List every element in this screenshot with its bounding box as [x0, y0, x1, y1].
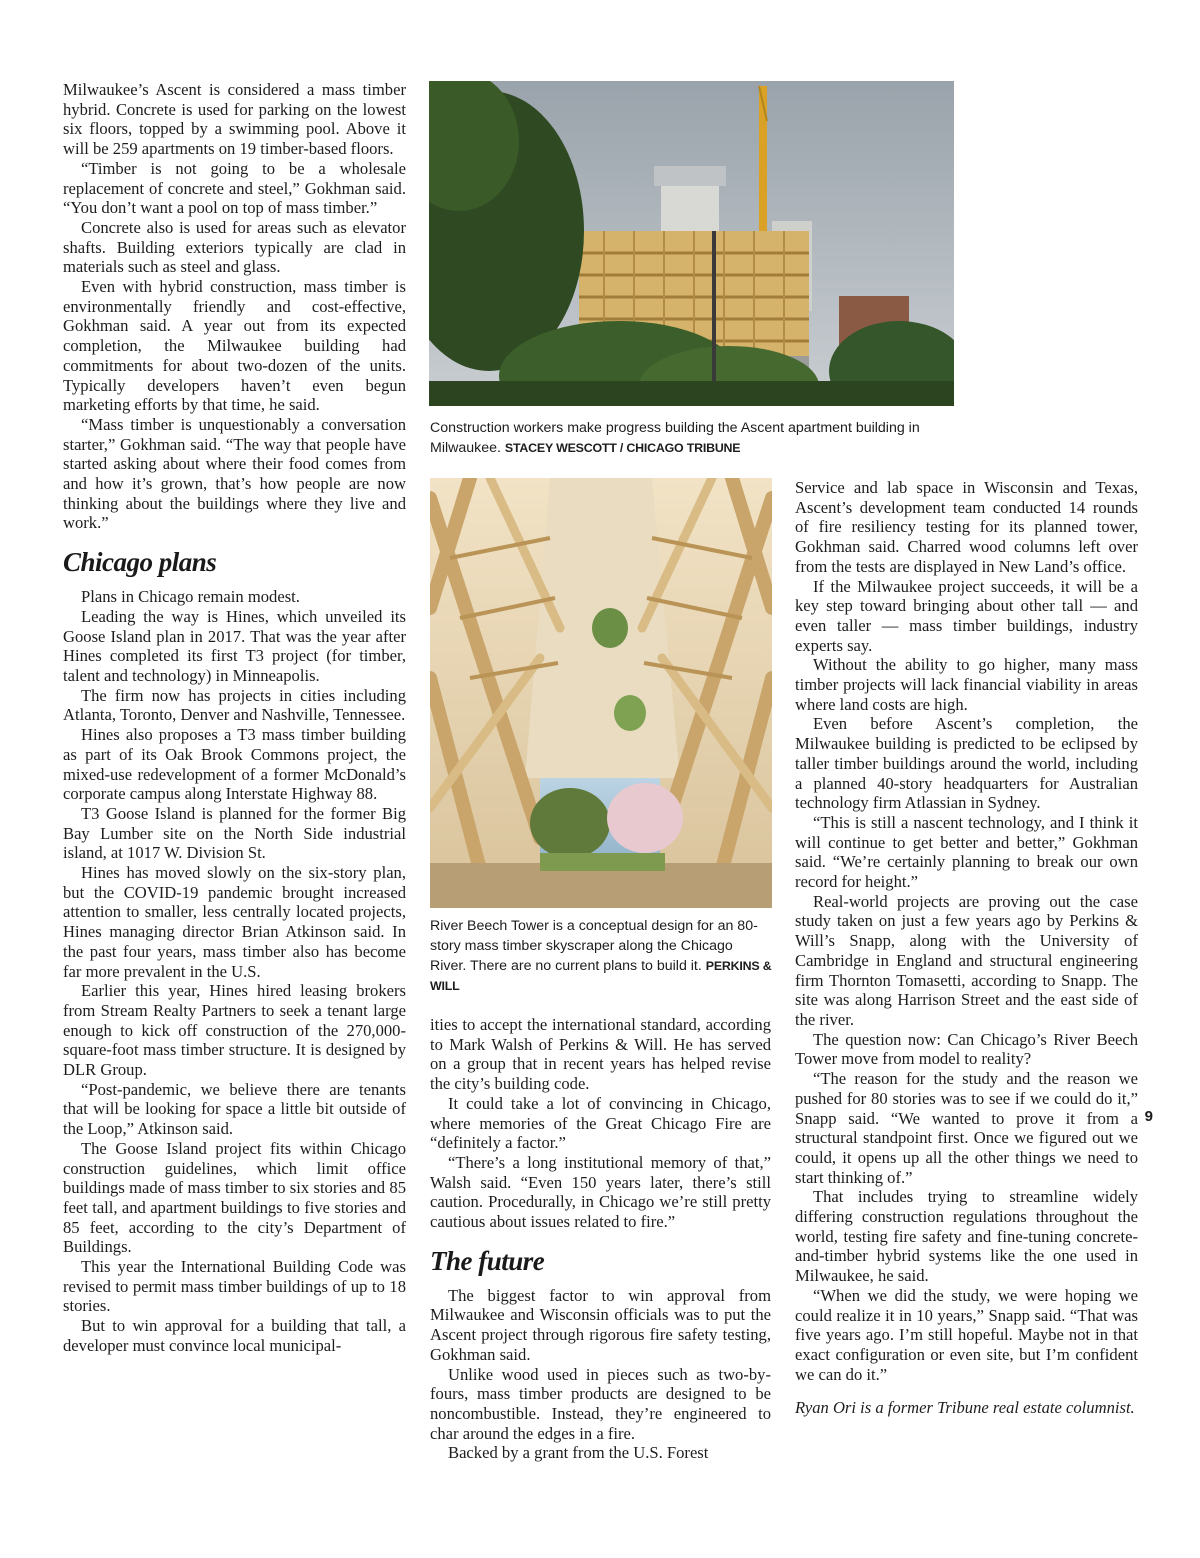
paragraph: T3 Goose Island is planned for the former Big Bay Lumber site on the North Side industrial island, at 1017 W. Division St. — [63, 803, 406, 863]
paragraph: “When we did the study, we were hoping we could realize it in 10 years,” Snapp said. “That was five years ago. I’m still hopeful. Maybe not in that exact configuration or even site, but I’m confident we can do it.” — [795, 1285, 1138, 1384]
paragraph: But to win approval for a building that tall, a developer must convince local municipal- — [63, 1316, 406, 1355]
paragraph: “The reason for the study and the reason we pushed for 80 stories was to see if we could do it,” Snapp said. “We wanted to prove it from a structural standpoint first. Once we figured out we could, it opens up all the other things we need to start thinking of.” — [795, 1069, 1138, 1187]
caption-text: River Beech Tower is a conceptual design for an 80-story mass timber skyscraper along the Chicago River. There are no current plans to build it. — [430, 918, 758, 974]
paragraph: Hines has moved slowly on the six-story plan, but the COVID-19 pandemic brought increased attention to smaller, less centrally located projects, Hines managing director Brian Atkinson said. In the past four years, mass timber also has become far more prevalent in the U.S. — [63, 863, 406, 981]
river-beech-caption — [430, 916, 772, 996]
paragraph: ities to accept the international standard, according to Mark Walsh of Perkins & Will. He has served on a group that in recent years has helped revise the city’s building code. — [430, 1015, 771, 1094]
section-heading-chicago-plans: Chicago plans — [63, 547, 217, 578]
paragraph: This year the International Building Code was revised to permit mass timber buildings of up to 18 stories. — [63, 1257, 406, 1316]
article-column-1 — [63, 80, 406, 1356]
paragraph: It could take a lot of convincing in Chicago, where memories of the Great Chicago Fire are “definitely a factor.” — [430, 1093, 771, 1153]
paragraph: The firm now has projects in cities including Atlanta, Toronto, Denver and Nashville, Tennessee. — [63, 685, 406, 725]
paragraph: The biggest factor to win approval from Milwaukee and Wisconsin officials was to put the Ascent project through rigorous fire safety testing, Gokhman said. — [430, 1285, 771, 1364]
paragraph: “Post-pandemic, we believe there are tenants that will be looking for space a little bit outside of the Loop,” Atkinson said. — [63, 1079, 406, 1139]
paragraph: “There’s a long institutional memory of that,” Walsh said. “Even 150 years later, there’s still caution. Procedurally, in Chicago we’re still pretty cautious about issues related to fire.” — [430, 1152, 771, 1232]
paragraph: Hines also proposes a T3 mass timber building as part of its Oak Brook Commons project, the mixed-use redevelopment of a former McDonald’s corporate campus along Interstate Highway 88. — [63, 725, 406, 804]
paragraph: Milwaukee’s Ascent is considered a mass timber hybrid. Concrete is used for parking on the lowest six floors, topped by a swimming pool. Above it will be 259 apartments on 19 timber-based floors. — [63, 80, 406, 159]
paragraph: Even with hybrid construction, mass timber is environmentally friendly and cost-effective, Gokhman said. A year out from its expected completion, the Milwaukee building had commitments for about two-dozen of the units. Typically developers haven’t even begun marketing efforts by that time, he said. — [63, 277, 406, 415]
paragraph: The Goose Island project fits within Chicago construction guidelines, which limit office buildings made of mass timber to six stories and 85 feet tall, and apartment buildings to five stories and 85 feet, according to the city’s Department of Buildings. — [63, 1138, 406, 1257]
paragraph: “This is still a nascent technology, and I think it will continue to get better and better,” Gokhman said. “We’re certainly planning to break our own record for height.” — [795, 812, 1138, 892]
photo-credit: STACEY WESCOTT / CHICAGO TRIBUNE — [504, 441, 741, 455]
caption-text: Construction workers make progress building the Ascent apartment building in Milwaukee. — [430, 420, 920, 456]
page-number: 9 — [1144, 1108, 1153, 1125]
paragraph: Service and lab space in Wisconsin and Texas, Ascent’s development team conducted 14 rounds of fire resiliency testing for its planned tower, Gokhman said. Charred wood columns left over from the tests are displayed in New Land’s office. — [795, 478, 1138, 576]
paragraph: Even before Ascent’s completion, the Milwaukee building is predicted to be eclipsed by taller timber buildings around the world, including a planned 40-story headquarters for Australian technology firm Atlassian in Sydney. — [795, 714, 1138, 813]
paragraph: Without the ability to go higher, many mass timber projects will lack financial viability in areas where land costs are high. — [795, 655, 1138, 714]
paragraph: “Timber is not going to be a wholesale replacement of concrete and steel,” Gokhman said. “You don’t want a pool on top of mass timber.” — [63, 158, 406, 218]
paragraph: That includes trying to streamline widely differing construction regulations throughout the world, testing fire safety and fine-tuning concrete-and-timber hybrid systems like the one used in Milwaukee, he said. — [795, 1187, 1138, 1286]
author-signoff: Ryan Ori is a former Tribune real estate columnist. — [795, 1398, 1135, 1418]
article-column-2 — [430, 1015, 771, 1463]
river-beech-tower-rendering — [430, 478, 772, 908]
paragraph: Backed by a grant from the U.S. Forest — [448, 1443, 709, 1463]
photo-credit: PERKINS & WILL — [430, 959, 772, 993]
article-column-3 — [795, 478, 1138, 1418]
paragraph: If the Milwaukee project succeeds, it will be a key step toward bringing about other tall — and even taller — mass timber buildings, industry experts say. — [795, 576, 1138, 655]
paragraph: Earlier this year, Hines hired leasing brokers from Stream Realty Partners to seek a tenant large enough to kick off construction of the 270,000-square-foot mass timber structure. It is designed by DLR Group. — [63, 981, 406, 1080]
paragraph: Real-world projects are proving out the case study taken on just a few years ago by Perkins & Will’s Snapp, along with the University of Cambridge in England and structural engineering firm Thornton Tomasetti, according to Snapp. The site was along Harrison Street and the east side of the river. — [795, 891, 1138, 1029]
paragraph: Concrete also is used for areas such as elevator shafts. Building exteriors typically are clad in materials such as steel and glass. — [63, 217, 406, 277]
paragraph: Leading the way is Hines, which unveiled its Goose Island plan in 2017. That was the year after Hines completed its first T3 project (for timber, talent and technology) in Minneapolis. — [63, 606, 406, 685]
ascent-photo-caption — [430, 418, 955, 458]
section-heading-the-future: The future — [430, 1245, 545, 1276]
paragraph: “Mass timber is unquestionably a conversation starter,” Gokhman said. “The way that people have started asking about where their food comes from and how it’s grown, that’s how people are now thinking about the buildings where they live and work.” — [63, 414, 406, 533]
ascent-construction-photo — [429, 81, 954, 406]
paragraph: The question now: Can Chicago’s River Beech Tower move from model to reality? — [795, 1029, 1138, 1069]
paragraph: Unlike wood used in pieces such as two-by-fours, mass timber products are designed to be noncombustible. Instead, they’re engineered to char around the edges in a fire. — [430, 1364, 771, 1443]
paragraph: Plans in Chicago remain modest. — [81, 587, 300, 607]
